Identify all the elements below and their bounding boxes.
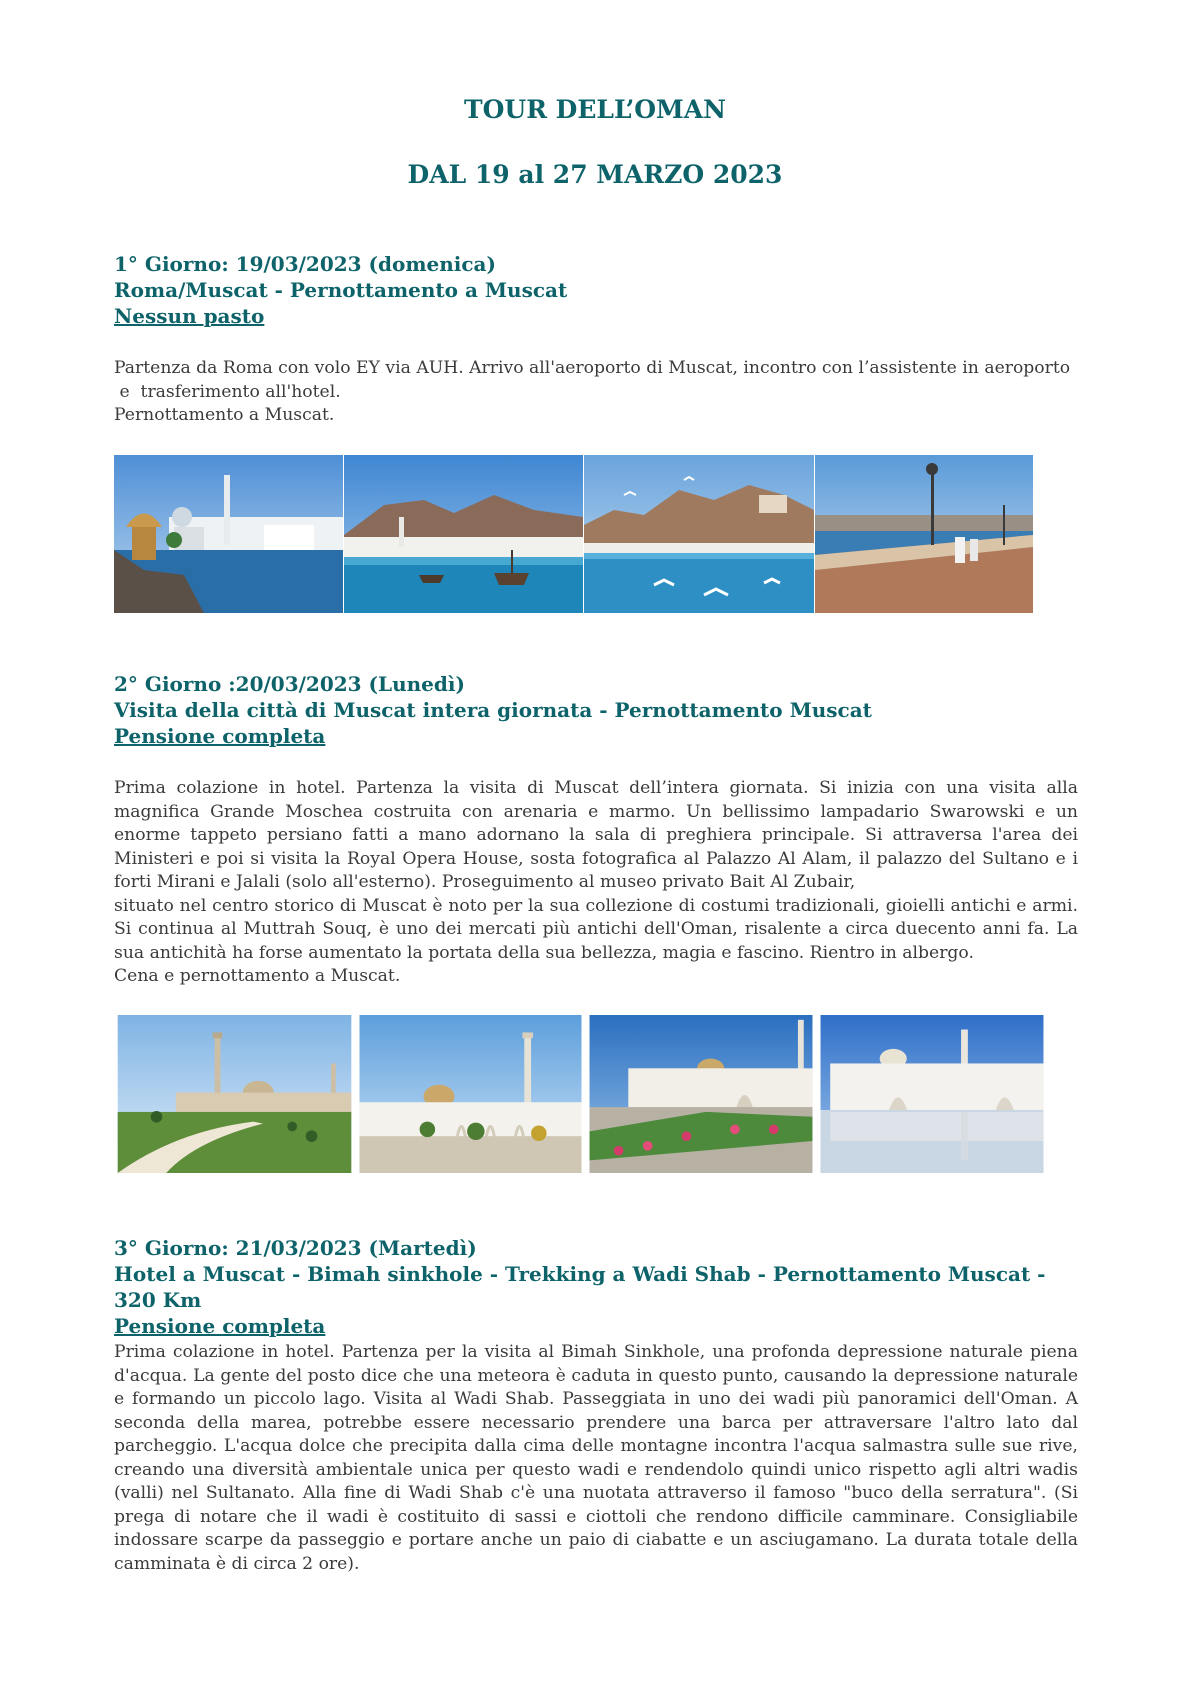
day-1-paragraph: Partenza da Roma con volo EY via AUH. Arrivo all'aeroporto di Muscat, incontro con l’assistente in aeroporto: [114, 358, 1071, 378]
day-3-description: [114, 1341, 1078, 1576]
day-1-photo-gallery: [114, 455, 1033, 613]
day-1-heading: 1° Giorno: 19/03/2023 (domenica): [114, 252, 496, 276]
day-2-header: [114, 671, 1074, 749]
day-1-meals: Nessun pasto: [114, 304, 265, 328]
grand-mosque-dome-photo: [356, 1015, 585, 1173]
grand-mosque-garden-photo: [114, 1015, 355, 1173]
day-2-paragraph: situato nel centro storico di Muscat è noto per la sua collezione di costumi tradizionali, gioielli antichi e armi. Si continua al Muttrah Souq, è uno dei mercati più antichi dell'Oman, risalente a circa duecento anni fa. La sua antichità ha forse aumentato la portata della sua bellezza, magia e fascino. Rientro in albergo.: [114, 895, 1078, 963]
day-2-photo-gallery: [114, 1015, 1047, 1173]
tour-dates: DAL 19 al 27 MARZO 2023: [407, 160, 783, 189]
mountains-fort-photo: [584, 455, 814, 613]
day-1-paragraph: Pernottamento a Muscat.: [114, 405, 335, 425]
muttrah-harbour-photo: [344, 455, 583, 613]
day-2-heading: 2° Giorno :20/03/2023 (Lunedì): [114, 672, 465, 696]
day-1-header: [114, 251, 1074, 329]
day-2-route: Visita della città di Muscat intera giornata - Pernottamento Muscat: [114, 698, 872, 722]
day-2-paragraph: Cena e pernottamento a Muscat.: [114, 966, 401, 986]
day-1-paragraph: e trasferimento all'hotel.: [114, 381, 341, 402]
day-1-description: [114, 357, 1078, 428]
day-2-paragraph: Prima colazione in hotel. Partenza la visita di Muscat dell’intera giornata. Si inizia con una visita alla magnifica Grande Moschea costruita con arenaria e marmo. Un bellissimo lampadario Swarowski e un enorme tappeto persiano fatti a mano adornano la sala di preghiera principale. Si attraversa l'area dei Ministeri e poi si visita la Royal Opera House, sosta fotografica al Palazzo Al Alam, il palazzo del Sultano e i forti Mirani e Jalali (solo all'esterno). Proseguimento al museo privato Bait Al Zubair,: [114, 778, 1078, 892]
day-2-description: [114, 777, 1078, 989]
day-3-route: Hotel a Muscat - Bimah sinkhole - Trekking a Wadi Shab - Pernottamento Muscat - 320 Km: [114, 1262, 1046, 1312]
page-title: TOUR DELL’OMAN: [464, 95, 726, 124]
grand-mosque-flowers-photo: [586, 1015, 816, 1173]
day-3-paragraph: Prima colazione in hotel. Partenza per la visita al Bimah Sinkhole, una profonda depressione naturale piena d'acqua. La gente del posto dice che una meteora è caduta in questo punto, causando la depressione naturale e formando un piccolo lago. Visita al Wadi Shab. Passeggiata in uno dei wadi più panoramici dell'Oman. A seconda della marea, potrebbe essere necessario prendere una barca per attraversare l'altro lato dal parcheggio. L'acqua dolce che precipita dalla cima delle montagne incontra l'acqua salmastra sulle sue rive, creando una diversità ambientale unica per questo wadi e rendendolo quindi unico rispetto agli altri wadis (valli) nel Sultanato. Alla fine di Wadi Shab c'è una nuotata attraverso il famoso "buco della serratura". (Si prega di notare che il wadi è costituito di sassi e ciottoli che rendono difficile camminare. Consigliabile indossare scarpe da passeggio e portare anche un paio di ciabatte e un asciugamano. La durata totale della camminata è di circa 2 ore).: [114, 1342, 1078, 1574]
day-2-meals: Pensione completa: [114, 724, 326, 748]
day-3-header: [114, 1235, 1074, 1339]
day-1-route: Roma/Muscat - Pernottamento a Muscat: [114, 278, 568, 302]
grand-mosque-reflection-photo: [817, 1015, 1047, 1173]
promenade-lamps-photo: [815, 455, 1033, 613]
muscat-corniche-photo: [114, 455, 343, 613]
day-3-heading: 3° Giorno: 21/03/2023 (Martedì): [114, 1236, 477, 1260]
day-3-meals: Pensione completa: [114, 1314, 326, 1338]
